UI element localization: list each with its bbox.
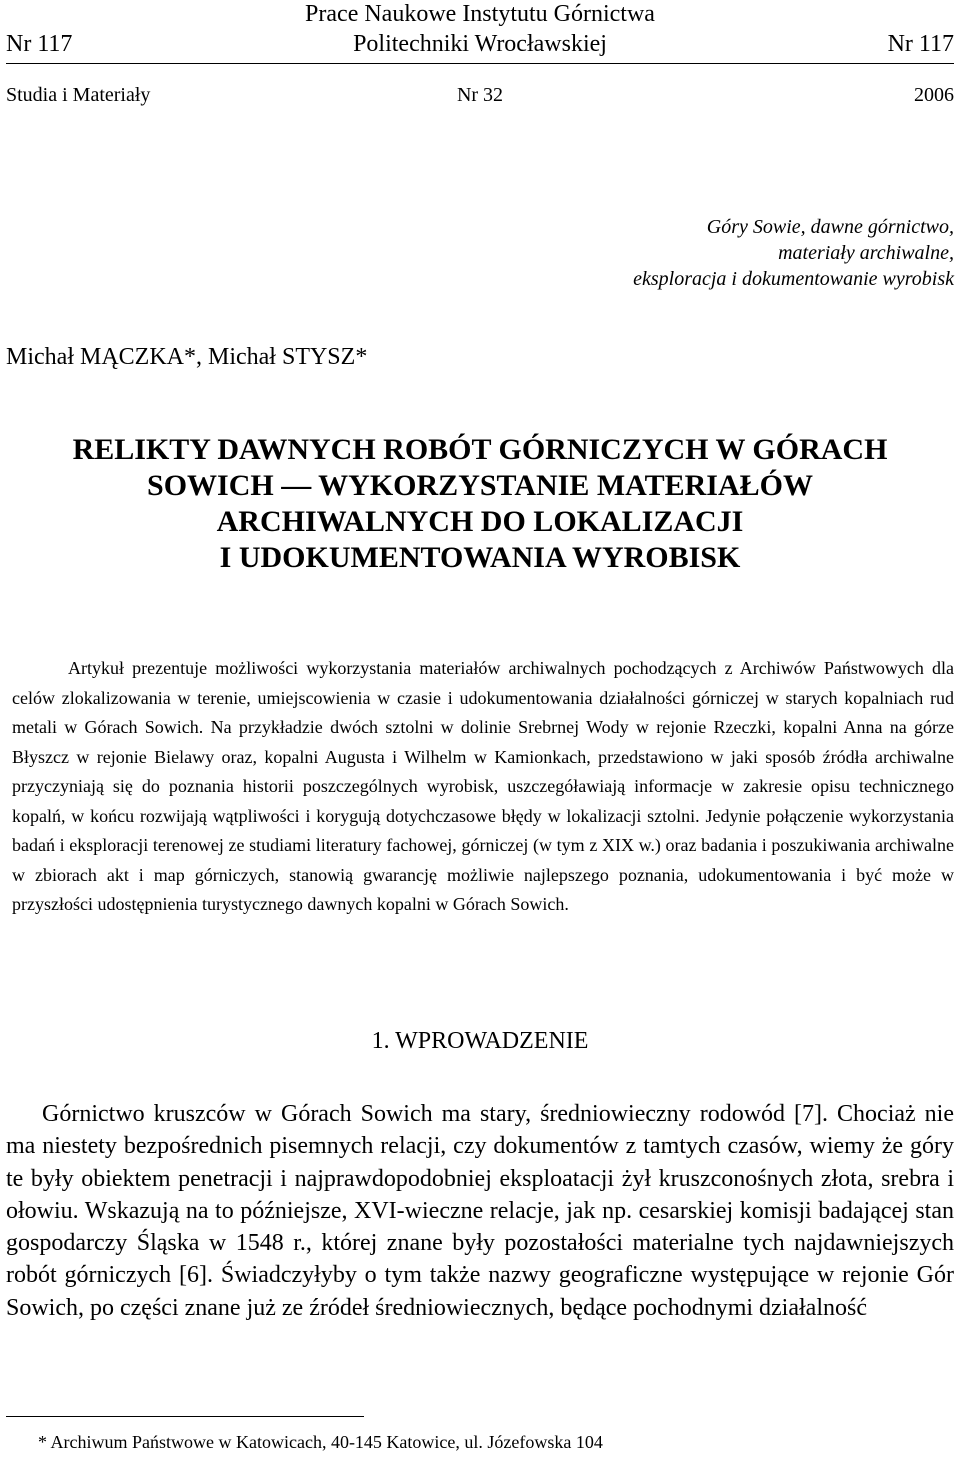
title-line: I UDOKUMENTOWANIA WYROBISK [219, 541, 741, 574]
paper-title [0, 432, 960, 576]
keyword-line: materiały archiwalne, [778, 242, 954, 264]
series-row [6, 82, 954, 108]
institute-name: Prace Naukowe Instytutu Górnictwa [305, 1, 655, 27]
title-line: ARCHIWALNYCH DO LOKALIZACJI [216, 505, 744, 538]
university-name: Politechniki Wrocławskiej [353, 31, 607, 57]
body-text [6, 1098, 954, 1324]
keyword-line: Góry Sowie, dawne górnictwo, [706, 216, 954, 238]
series-year: 2006 [914, 84, 954, 106]
keyword-line: eksploracja i dokumentowanie wyrobisk [633, 268, 954, 290]
footnote-rule [6, 1416, 364, 1417]
series-number: Nr 32 [456, 84, 504, 106]
footnote: * Archiwum Państwowe w Katowicach, 40-145 Katowice, ul. Józefowska 104 [38, 1432, 603, 1452]
authors: Michał MĄCZKA*, Michał STYSZ* [6, 344, 368, 370]
body-paragraph: Górnictwo kruszców w Górach Sowich ma stary, średniowieczny rodowód [7]. Chociaż nie ma niestety bezpośrednich pisemnych relacji, czy dokumentów z tamtych czasów, wiemy że góry te były obiektem penetracji i najprawdopodobniej eksploatacji żył kruszconośnych złota, srebra i ołowiu. Wskazują na to późniejsze, XVI-wieczne relacje, jak np. cesarskiej komisji badającej stan gospodarczy Śląska w 1548 r., której znane były pozostałości materialne tych najdawniejszych robót górniczych [6]. Świadczyłyby o tym także nazwy geograficzne występujące w rejonie Gór Sowich, po części znane już ze źródeł średniowiecznych, będące pochodnymi działalność [6, 1101, 954, 1321]
section-heading: 1. WPROWADZENIE [371, 1028, 589, 1054]
title-line: RELIKTY DAWNYCH ROBÓT GÓRNICZYCH W GÓRACH [72, 433, 888, 466]
header-rule [6, 63, 954, 64]
title-line: SOWICH — WYKORZYSTANIE MATERIAŁÓW [147, 469, 813, 502]
abstract-text: Artykuł prezentuje możliwości wykorzystania materiałów archiwalnych pochodzących z Archiwów Państwowych dla celów zlokalizowania w terenie, umiejscowienia w czasie i udokumentowania działalności górniczej w starych kopalniach rud metali w Górach Sowich. Na przykładzie dwóch sztolni w dolinie Srebrnej Wody w rejonie Rzeczki, kopalni Anna na górze Błyszcz w rejonie Bielawy oraz, kopalni Augusta i Wilhelm w Kamionkach, przedstawiono w jaki sposób źródła archiwalne przyczyniają się do poznania historii poszczególnych wyrobisk, uszczegóławiają informacje w zakresie opisu technicznego kopalń, w końcu rozwijają wątpliwości i korygują dotychczasowe błędy w lokalizacji sztolni. Jedynie połączenie wykorzystania badań i eksploracji terenowej ze studiami literatury fachowej, górniczej (w tym z XIX w.) oraz badania i poszukiwania archiwalne w zbiorach akt i map górniczych, stanowią gwarancję możliwie najlepszego poznania, udokumentowania i być może w przyszłości udostępnienia turystycznego dawnych kopalni w Górach Sowich. [12, 658, 954, 914]
keywords [354, 214, 954, 292]
journal-number-left: Nr 117 [6, 31, 73, 57]
header-row [6, 30, 954, 58]
journal-number-right: Nr 117 [887, 31, 954, 57]
abstract [12, 654, 954, 920]
series-name: Studia i Materiały [6, 84, 151, 106]
